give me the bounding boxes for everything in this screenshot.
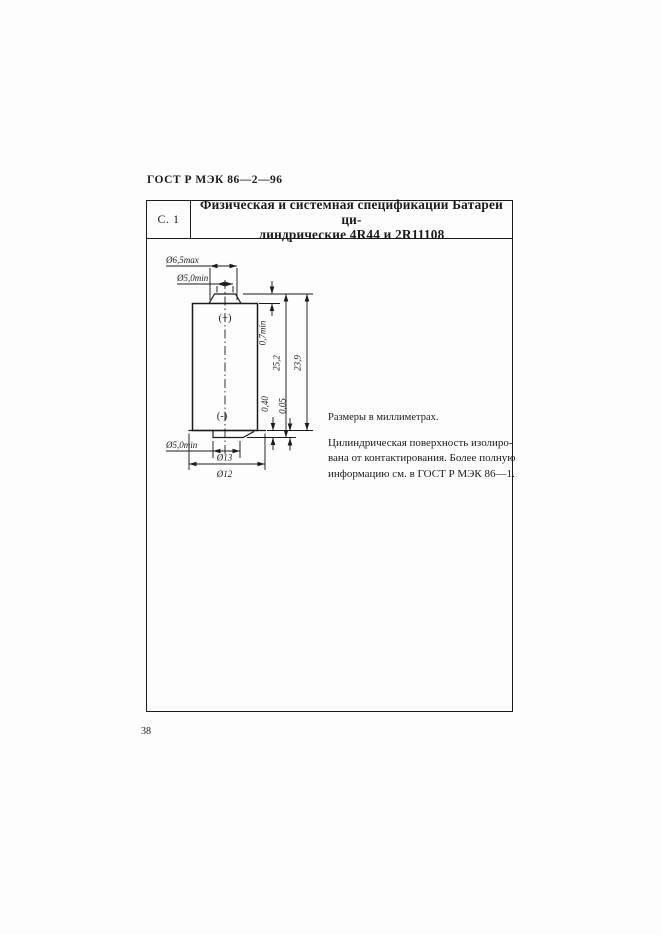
spec-card-title-line1: Физическая и системная спецификации Батареи ци- [199, 197, 503, 227]
dim-label-cap-base-diameter: Ø6,5max [166, 255, 199, 265]
dim-label-bottom-contact-diameter: Ø5,0min [166, 440, 198, 450]
dimension-overall-height [272, 294, 287, 438]
standard-reference: ГОСТ Р МЭК 86—2—96 [147, 174, 283, 186]
dim-label-overall-height: 25,2 [271, 355, 282, 371]
insulation-note-line3: информацию см. в ГОСТ Р МЭК 86—1. [328, 467, 515, 480]
dim-label-cap-top-diameter: Ø5,0min [177, 273, 209, 283]
spec-card-header [147, 197, 512, 242]
spec-card-title [191, 197, 512, 242]
dimension-body-diameters [189, 434, 265, 480]
insulation-note [328, 436, 516, 482]
spec-card-title-line2: линдрические 4R44 и 2R11108 [258, 227, 445, 242]
dim-label-recess-max: 0,40 [260, 396, 270, 412]
positive-terminal-label: (+) [218, 313, 232, 324]
dim-label-cap-height: 0,7min [257, 320, 268, 346]
dimension-cap-top-diameter [176, 273, 233, 293]
dimension-bottom-recess [260, 396, 290, 451]
dimension-body-height [293, 294, 308, 431]
bottom-contact-shape [213, 431, 254, 438]
battery-outline [189, 280, 267, 456]
dim-label-body-height: 23,9 [292, 355, 303, 371]
dim-label-recess-min: 0,05 [277, 398, 288, 414]
negative-terminal-label: (-) [216, 411, 228, 422]
insulation-note-line1: Цилиндрическая поверхность изолиро- [328, 437, 513, 449]
dimension-cap-height [258, 281, 273, 345]
page-number: 38 [141, 726, 151, 737]
dim-label-inner-diameter: Ø12 [216, 469, 233, 479]
dim-label-outer-diameter: Ø13 [216, 452, 233, 463]
insulation-note-line2: вана от контактирования. Более полную [328, 452, 516, 465]
sheet-number-cell: С. 1 [147, 201, 191, 238]
units-note: Размеры в миллиметрах. [328, 412, 439, 423]
